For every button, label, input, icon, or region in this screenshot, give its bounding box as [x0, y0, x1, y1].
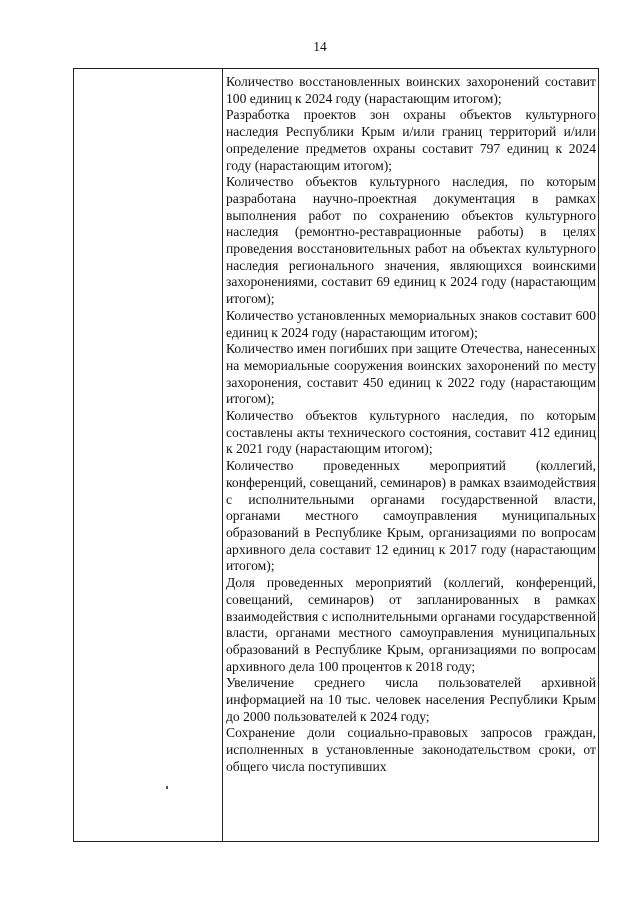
table-left-cell: [74, 69, 223, 841]
indicator-paragraph: Количество установленных мемориальных знаков составит 600 единиц к 2024 году (нарастающим итогом);: [226, 307, 596, 340]
indicator-paragraph: Количество восстановленных воинских захоронений составит 100 единиц к 2024 году (нарастающим итогом);: [226, 74, 596, 106]
indicator-paragraph: Количество объектов культурного наследия, по которым составлены акты технического состояния, составит 412 единиц к 2021 году (нарастающим итогом);: [226, 408, 596, 457]
indicator-paragraph: Количество проведенных мероприятий (коллегий, конференций, совещаний, семинаров) в рамках взаимодействия с исполнительными органами государственной власти, органами местного самоуправления муниципальных образований в Республике Крым, организациями по вопросам архивного дела составит 12 единиц к 2017 году (нарастающим итогом);: [226, 458, 596, 574]
indicator-paragraph: Количество имен погибших при защите Отечества, нанесенных на мемориальные сооружения воинских захоронений по месту захоронения, составит 450 единиц к 2022 году (нарастающим итогом);: [226, 341, 596, 407]
table-right-cell: [223, 69, 598, 841]
indicator-paragraph: Сохранение доли социально-правовых запросов граждан, исполненных в установленные законодательством сроки, от общего числа поступивших: [226, 725, 596, 774]
indicator-paragraph: Доля проведенных мероприятий (коллегий, конференций, совещаний, семинаров) от запланированных в рамках взаимодействия с исполнительными органами государственной власти, органами местного самоуправления муниципальных образований в Республике Крым, организациями по вопросам архивного дела 100 процентов к 2018 году;: [226, 575, 596, 674]
indicator-paragraph: Количество объектов культурного наследия, по которым разработана научно-проектная документация в рамках выполнения работ по сохранению объектов культурного наследия (ремонтно-реставрационные работы) в целях проведения восстановительных работ на объектах культурного наследия регионального значения, являющихся воинскими захоронениями, составит 69 единиц к 2024 году (нарастающим итогом);: [226, 174, 596, 307]
indicator-paragraph: Увеличение среднего числа пользователей архивной информацией на 10 тыс. человек населения Республики Крым до 2000 пользователей к 2024 году;: [226, 675, 596, 724]
indicators-table: [73, 68, 599, 842]
scan-speck: [166, 786, 168, 789]
indicator-paragraph: Разработка проектов зон охраны объектов культурного наследия Республики Крым и/или границ территорий и/или определение предметов охраны составит 797 единиц к 2024 году (нарастающим итогом);: [226, 107, 596, 173]
page-number: 14: [313, 39, 327, 54]
